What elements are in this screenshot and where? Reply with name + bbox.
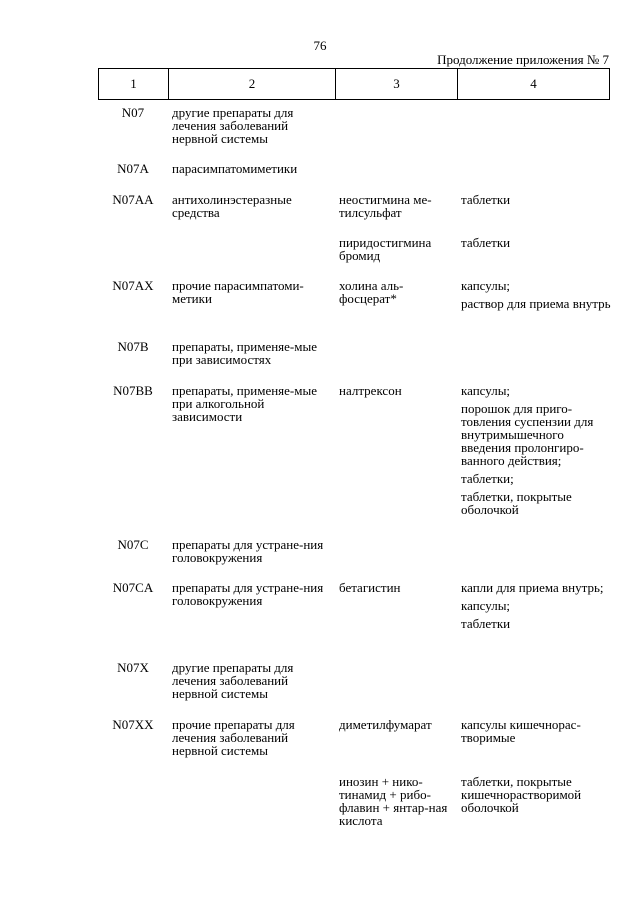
pharmacological-group: антихолинэстеразные средства xyxy=(172,192,292,220)
drug-name: пиридостигмина бромид xyxy=(339,235,432,263)
dosage-forms xyxy=(461,775,616,819)
drug-name: налтрексон xyxy=(339,383,402,398)
dosage-form: капсулы; xyxy=(461,598,511,613)
pharmacological-group: прочие препараты для лечения заболеваний нервной системы xyxy=(172,717,295,758)
dosage-form: раствор для приема внутрь xyxy=(461,296,611,311)
atc-code: N07CA xyxy=(112,580,154,595)
page-number: 76 xyxy=(313,38,327,53)
pharmacological-group: прочие парасимпатоми-метики xyxy=(172,278,304,306)
dosage-form: таблетки; xyxy=(461,471,514,486)
dosage-forms xyxy=(461,384,616,521)
dosage-form: таблетки xyxy=(461,616,511,631)
column-1-number: 1 xyxy=(99,69,169,100)
dosage-forms xyxy=(461,193,616,211)
dosage-forms xyxy=(461,236,616,254)
dosage-form: таблетки xyxy=(461,192,511,207)
dosage-form: капсулы; xyxy=(461,278,511,293)
drug-name: бетагистин xyxy=(339,580,401,595)
column-4-number: 4 xyxy=(458,69,610,100)
atc-code: N07AA xyxy=(112,192,154,207)
pharmacological-group: препараты для устране-ния головокружения xyxy=(172,537,324,565)
atc-code: N07A xyxy=(117,161,149,176)
atc-code: N07BB xyxy=(113,383,153,398)
pharmacological-group: препараты для устране-ния головокружения xyxy=(172,580,324,608)
pharmacological-group: препараты, применяе-мые при зависимостях xyxy=(172,339,317,367)
dosage-form: капли для приема внутрь; xyxy=(461,580,604,595)
pharmacological-group: парасимпатомиметики xyxy=(172,161,298,176)
atc-code: N07C xyxy=(117,537,149,552)
pharmacological-group: другие препараты для лечения заболеваний нервной системы xyxy=(172,660,294,701)
column-2-number: 2 xyxy=(169,69,336,100)
dosage-form: порошок для приго-товления суспензии для внутримышечного введения пролонгиро-ванного действия; xyxy=(461,401,594,468)
atc-code: N07X xyxy=(117,660,149,675)
atc-code: N07AX xyxy=(112,278,154,293)
dosage-forms xyxy=(461,279,616,315)
drug-name: неостигмина ме-тилсульфат xyxy=(339,192,432,220)
column-number-header xyxy=(98,68,610,100)
pharmacological-group: препараты, применяе-мые при алкогольной зависимости xyxy=(172,383,317,424)
pharmacological-group: другие препараты для лечения заболеваний нервной системы xyxy=(172,105,294,146)
dosage-form: капсулы кишечнорас-творимые xyxy=(461,717,581,745)
dosage-forms xyxy=(461,581,616,635)
drug-name: инозин + нико-тинамид + рибо-флавин + янтар-ная кислота xyxy=(339,774,448,828)
dosage-form: таблетки, покрытые оболочкой xyxy=(461,489,572,517)
dosage-form: таблетки xyxy=(461,235,511,250)
appendix-continuation-note: Продолжение приложения № 7 xyxy=(437,52,609,67)
dosage-form: капсулы; xyxy=(461,383,511,398)
drug-name: диметилфумарат xyxy=(339,717,432,732)
drug-name: холина аль-фосцерат* xyxy=(339,278,404,306)
dosage-forms xyxy=(461,718,616,749)
atc-code: N07XX xyxy=(112,717,154,732)
atc-code: N07 xyxy=(121,105,145,120)
dosage-form: таблетки, покрытые кишечнорастворимой оболочкой xyxy=(461,774,582,815)
atc-code: N07B xyxy=(117,339,149,354)
column-3-number: 3 xyxy=(336,69,458,100)
